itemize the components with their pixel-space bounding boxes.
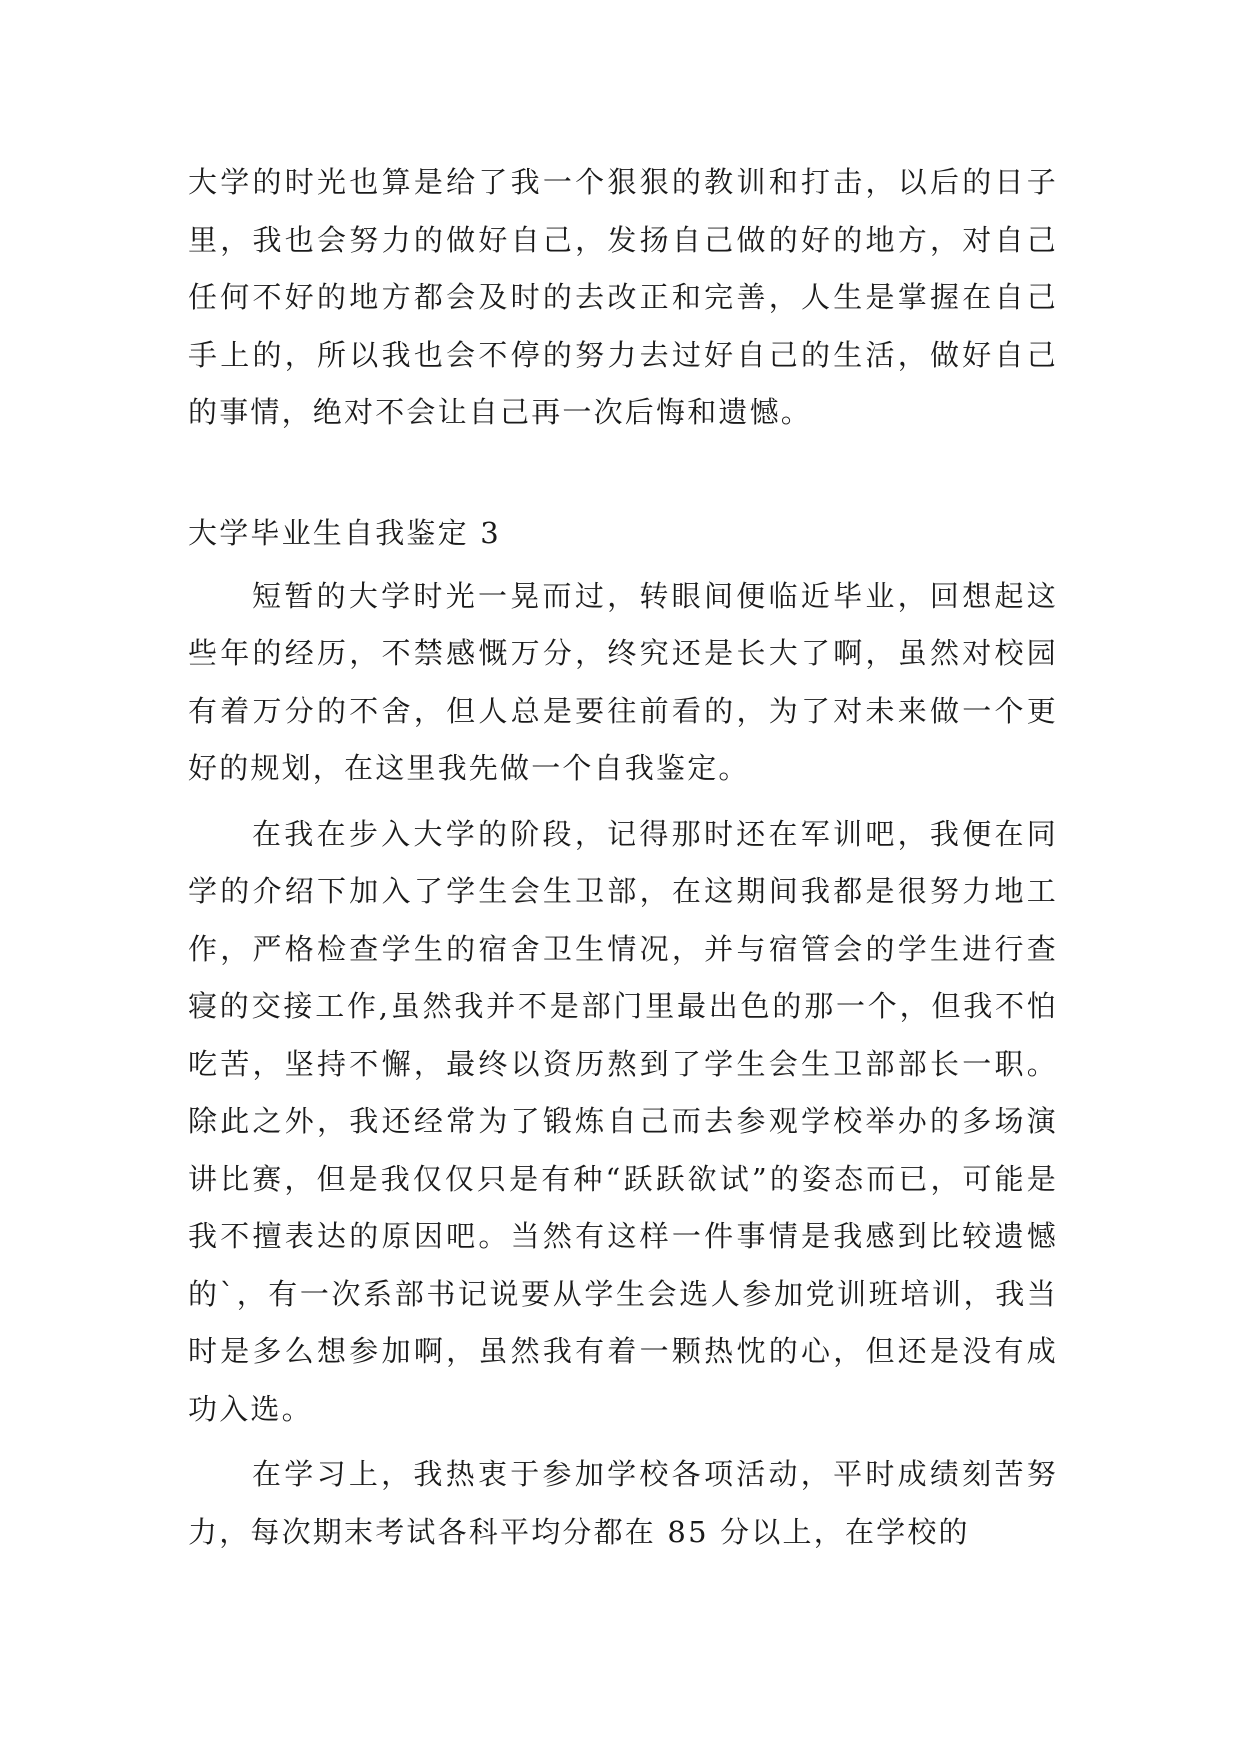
continuation-paragraph: 大学的时光也算是给了我一个狠狠的教训和打击，以后的日子里，我也会努力的做好自己，发扬自己做的好的地方，对自己任何不好的地方都会及时的去改正和完善，人生是掌握在自己手上的，所以我也会不停的努力去过好自己的生活，做好自己的事情，绝对不会让自己再一次后悔和遗憾。 [188,165,1058,429]
section-heading: 大学毕业生自我鉴定 3 [188,516,501,550]
body-paragraph-3: 在学习上，我热衷于参加学校各项活动，平时成绩刻苦努力，每次期末考试各科平均分都在 85 分以上，在学校的 [188,1457,1058,1549]
body-paragraph-1: 短暂的大学时光一晃而过，转眼间便临近毕业，回想起这些年的经历，不禁感慨万分，终究还是长大了啊，虽然对校园有着万分的不舍，但人总是要往前看的，为了对未来做一个更好的规划，在这里我先做一个自我鉴定。 [188,578,1058,785]
section-text-block [188,505,1058,1561]
body-paragraph-2: 在我在步入大学的阶段，记得那时还在军训吧，我便在同学的介绍下加入了学生会生卫部，在这期间我都是很努力地工作，严格检查学生的宿舍卫生情况，并与宿管会的学生进行查寝的交接工作,虽然我并不是部门里最出色的那一个，但我不怕吃苦，坚持不懈，最终以资历熬到了学生会生卫部部长一职。除此之外，我还经常为了锻炼自己而去参观学校举办的多场演讲比赛，但是我仅仅只是有种“跃跃欲试”的姿态而已，可能是我不擅表达的原因吧。当然有这样一件事情是我感到比较遗憾的`，有一次系部书记说要从学生会选人参加党训班培训，我当时是多么想参加啊，虽然我有着一颗热忱的心，但还是没有成功入选。 [188,816,1058,1426]
continuation-text-block [188,154,1058,442]
